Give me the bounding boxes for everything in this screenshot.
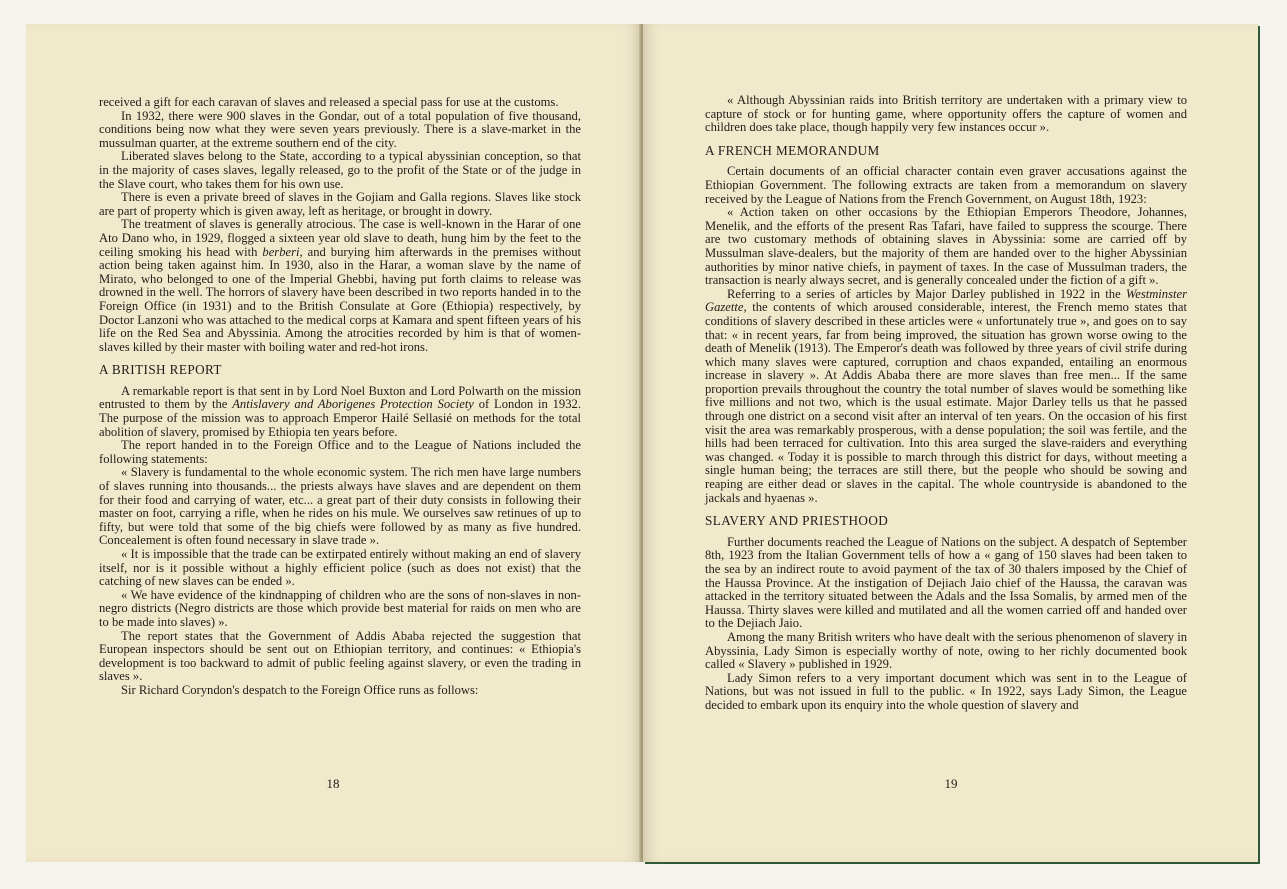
right-intro-paragraph: « Although Abyssinian raids into British territory are undertaken with a primary view to capture of stock or for hunting game, where opportunity offers the capture of women and children does take place, though happily very few instances occur ». xyxy=(705,93,1187,135)
left-intro-paragraph: There is even a private breed of slaves in the Gojiam and Galla regions. Slaves like stock are part of property which is given away, left as heritage, or brought in dowry. xyxy=(99,190,581,218)
treatment-italic: berberi, xyxy=(262,244,303,259)
british-text-2: of London in 1932. The purpose of the mission was to approach Emperor Hailé Sellasié on methods for the total abolition of slavery, promised by Ethiopia ten years before. xyxy=(99,397,581,439)
left-intro-paragraph: In 1932, there were 900 slaves in the Gondar, out of a total population of five thousand, conditions being now what they were seven years previously. There is a slave-market in the mussulman quarter, at the extreme southern end of the city. xyxy=(99,108,581,150)
british-text-1: A remarkable report is that sent in by Lord Noel Buxton and Lord Polwarth on the mission entrusted to them by the xyxy=(99,383,581,412)
treatment-text-1: The treatment of slaves is generally atrocious. The case is well-known in the Harar of one Ato Dano who, in 1929, flogged a sixteen year old slave to death, hung him by the feet to the ceiling smoking his head with xyxy=(99,217,581,259)
british-report-paragraph xyxy=(99,385,581,439)
left-after-paragraph: Sir Richard Coryndon's despatch to the Foreign Office runs as follows: xyxy=(121,682,479,697)
left-intro-paragraphs xyxy=(99,96,581,218)
left-after-paragraph: « It is impossible that the trade can be extirpated entirely without making an end of slavery itself, nor is it possible without a highly efficient police (such as does not exist) that the catching of new slaves can be ended ». xyxy=(99,547,581,589)
page-number-left: 18 xyxy=(326,776,340,791)
heading-french-memorandum: A FRENCH MEMORANDUM xyxy=(705,142,880,158)
french-paragraph: « Action taken on other occasions by the Ethiopian Emperors Theodore, Johannes, Menelik, and the efforts of the present Ras Tafari, have failed to suppress the scourge. There are two customary methods of obtaining slaves in Abyssinia: some are carried off by Mussulman slave-dealers, but the majority of them are handed over to the higher Abyssinian authorities by minor native chiefs, in payment of taxes. In the case of Mussulman traders, the transaction is nearly always secret, and is generally concealed under the fiction of a gift ». xyxy=(705,205,1187,288)
darley-paragraph xyxy=(705,288,1187,506)
heading-slavery-priesthood: SLAVERY AND PRIESTHOOD xyxy=(705,513,889,529)
left-after-paragraphs xyxy=(99,439,581,697)
french-paragraphs xyxy=(705,165,1187,287)
left-after-paragraph: « Slavery is fundamental to the whole economic system. The rich men have large numbers of slaves running into thousands... the priests always have slaves and are dependent on them for their food and carrying of water, etc... a great part of their duty consists in following their master on foot, carrying a rifle, when he rides on his mule. We ourselves saw retinues of up to fifty, but were told that some of the big chiefs were followed by as many as five hundred. Concealement is often found necessary in slave trade ». xyxy=(99,465,581,548)
treatment-text-2: and burying him afterwards in the premises without action being taken against him. In 1930, also in the Harar, a woman slave by the name of Mirato, who belonged to one of the Imperial Ghebbi, having put forth claims to release was drowned in the well. The horrors of slavery have been described in two reports handed in to the Foreign Office (in 1931) and to the British Consulate at Gore (Ethiopia) respectively, by Doctor Lanzoni who was attached to the medical corps at Kamara and spent fifteen years of his life on the Red Sea and Abyssinia. Among the atrocities recorded by him is that of women-slaves killed by their master with boiling water and red-hot irons. xyxy=(99,244,581,354)
british-italic: Antislavery and Aborigenes Protection Society xyxy=(232,397,474,412)
right-page-text xyxy=(705,94,1187,713)
left-page-text xyxy=(99,96,581,698)
right-page xyxy=(643,24,1258,862)
left-intro-paragraph: received a gift for each caravan of slaves and released a special pass for use at the customs. xyxy=(99,95,559,109)
page-number-right: 19 xyxy=(944,776,958,791)
right-intro-paragraphs xyxy=(705,94,1187,135)
left-page xyxy=(26,24,641,862)
treatment-paragraph xyxy=(99,218,581,354)
priesthood-paragraph: Among the many British writers who have dealt with the serious phenomenon of slavery in Abyssinia, Lady Simon is especially worthy of note, owing to her richly documented book called « Slavery » published in 1929. xyxy=(705,629,1187,672)
priesthood-paragraph: Further documents reached the League of Nations on the subject. A despatch of September 8th, 1923 from the Italian Government tells of how a « gang of 150 slaves had been taken to the sea by an indirect route to avoid payment of the tax of 30 thalers imposed by the Chief of the Haussa Province. At the instigation of Dejiach Jaio chief of the Haussa, the caravan was attacked in the territory situated between the Adals and the Issa Somalis, by armed men of the Haussa. Thirty slaves were killed and mutilated and all the women carried off and handed over to the Dejiach Jaio. xyxy=(705,534,1187,631)
darley-text-2: the contents of which aroused considerable, interest, the French memo states that conditions of slavery described in these articles were « unfortunately true », and goes on to say that: « in recent years, far from being improved, the situation has grown worse owing to the death of Menelik (1913). The Emperor's death was followed by three years of civil strife during which many slaves were captured, corruption and chaos expanded, entailing an enormous increase in slavery ». At Addis Ababa there are more slaves than free men... If the same proportion prevails throughout the country the total number of slaves would be something like five millions and not two, which is the usual estimate. Major Darley tells us that he passed through one district on a second visit after an interval of ten years. On the occasion of his first visit the area was remarkably prosperous, with a dense population; the soil was fertile, and the hills had been terraced for cultivation. Into this area surged the slave-raiders and everything was changed. « Today it is possible to march through this district for days, without meeting a single human being; the terraces are still there, but the people who should be sowing and reaping are either dead or slaves in the capital. The whole countryside is abandoned to the jackals and hyaenas ». xyxy=(705,300,1187,505)
left-after-paragraph: The report handed in to the Foreign Office and to the League of Nations included the following statements: xyxy=(99,438,581,466)
left-intro-paragraph: Liberated slaves belong to the State, according to a typical abyssinian conception, so that in the majority of cases slaves, legally released, go to the profit of the State or of the judge in the Slave court, who takes them for his own use. xyxy=(99,149,581,191)
darley-italic: Westminster Gazette, xyxy=(705,286,1187,315)
darley-text-1: Referring to a series of articles by Major Darley published in 1922 in the xyxy=(727,286,1126,301)
priesthood-paragraphs xyxy=(705,536,1187,713)
french-paragraph: Certain documents of an official character contain even graver accusations against the Ethiopian Government. The following extracts are taken from a memorandum on slavery received by the League of Nations from the French Government, on August 18th, 1923: xyxy=(705,164,1187,206)
left-after-paragraph: « We have evidence of the kindnapping of children who are the sons of non-slaves in non-negro districts (Negro districts are those which provide best material for raids on men who are to be made into slaves) ». xyxy=(99,587,581,629)
left-after-paragraph: The report states that the Government of Addis Ababa rejected the suggestion that European inspectors should be sent out on Ethiopian territory, and continues: « Ethiopia's development is too backward to admit of public feeling against slavery, or even the trading in slaves ». xyxy=(99,628,581,684)
priesthood-paragraph: Lady Simon refers to a very important document which was sent in to the League of Nations, but was not issued in full to the public. « In 1922, says Lady Simon, the League decided to embark upon its enquiry into the whole question of slavery and xyxy=(705,670,1187,712)
heading-british-report: A BRITISH REPORT xyxy=(99,362,222,378)
